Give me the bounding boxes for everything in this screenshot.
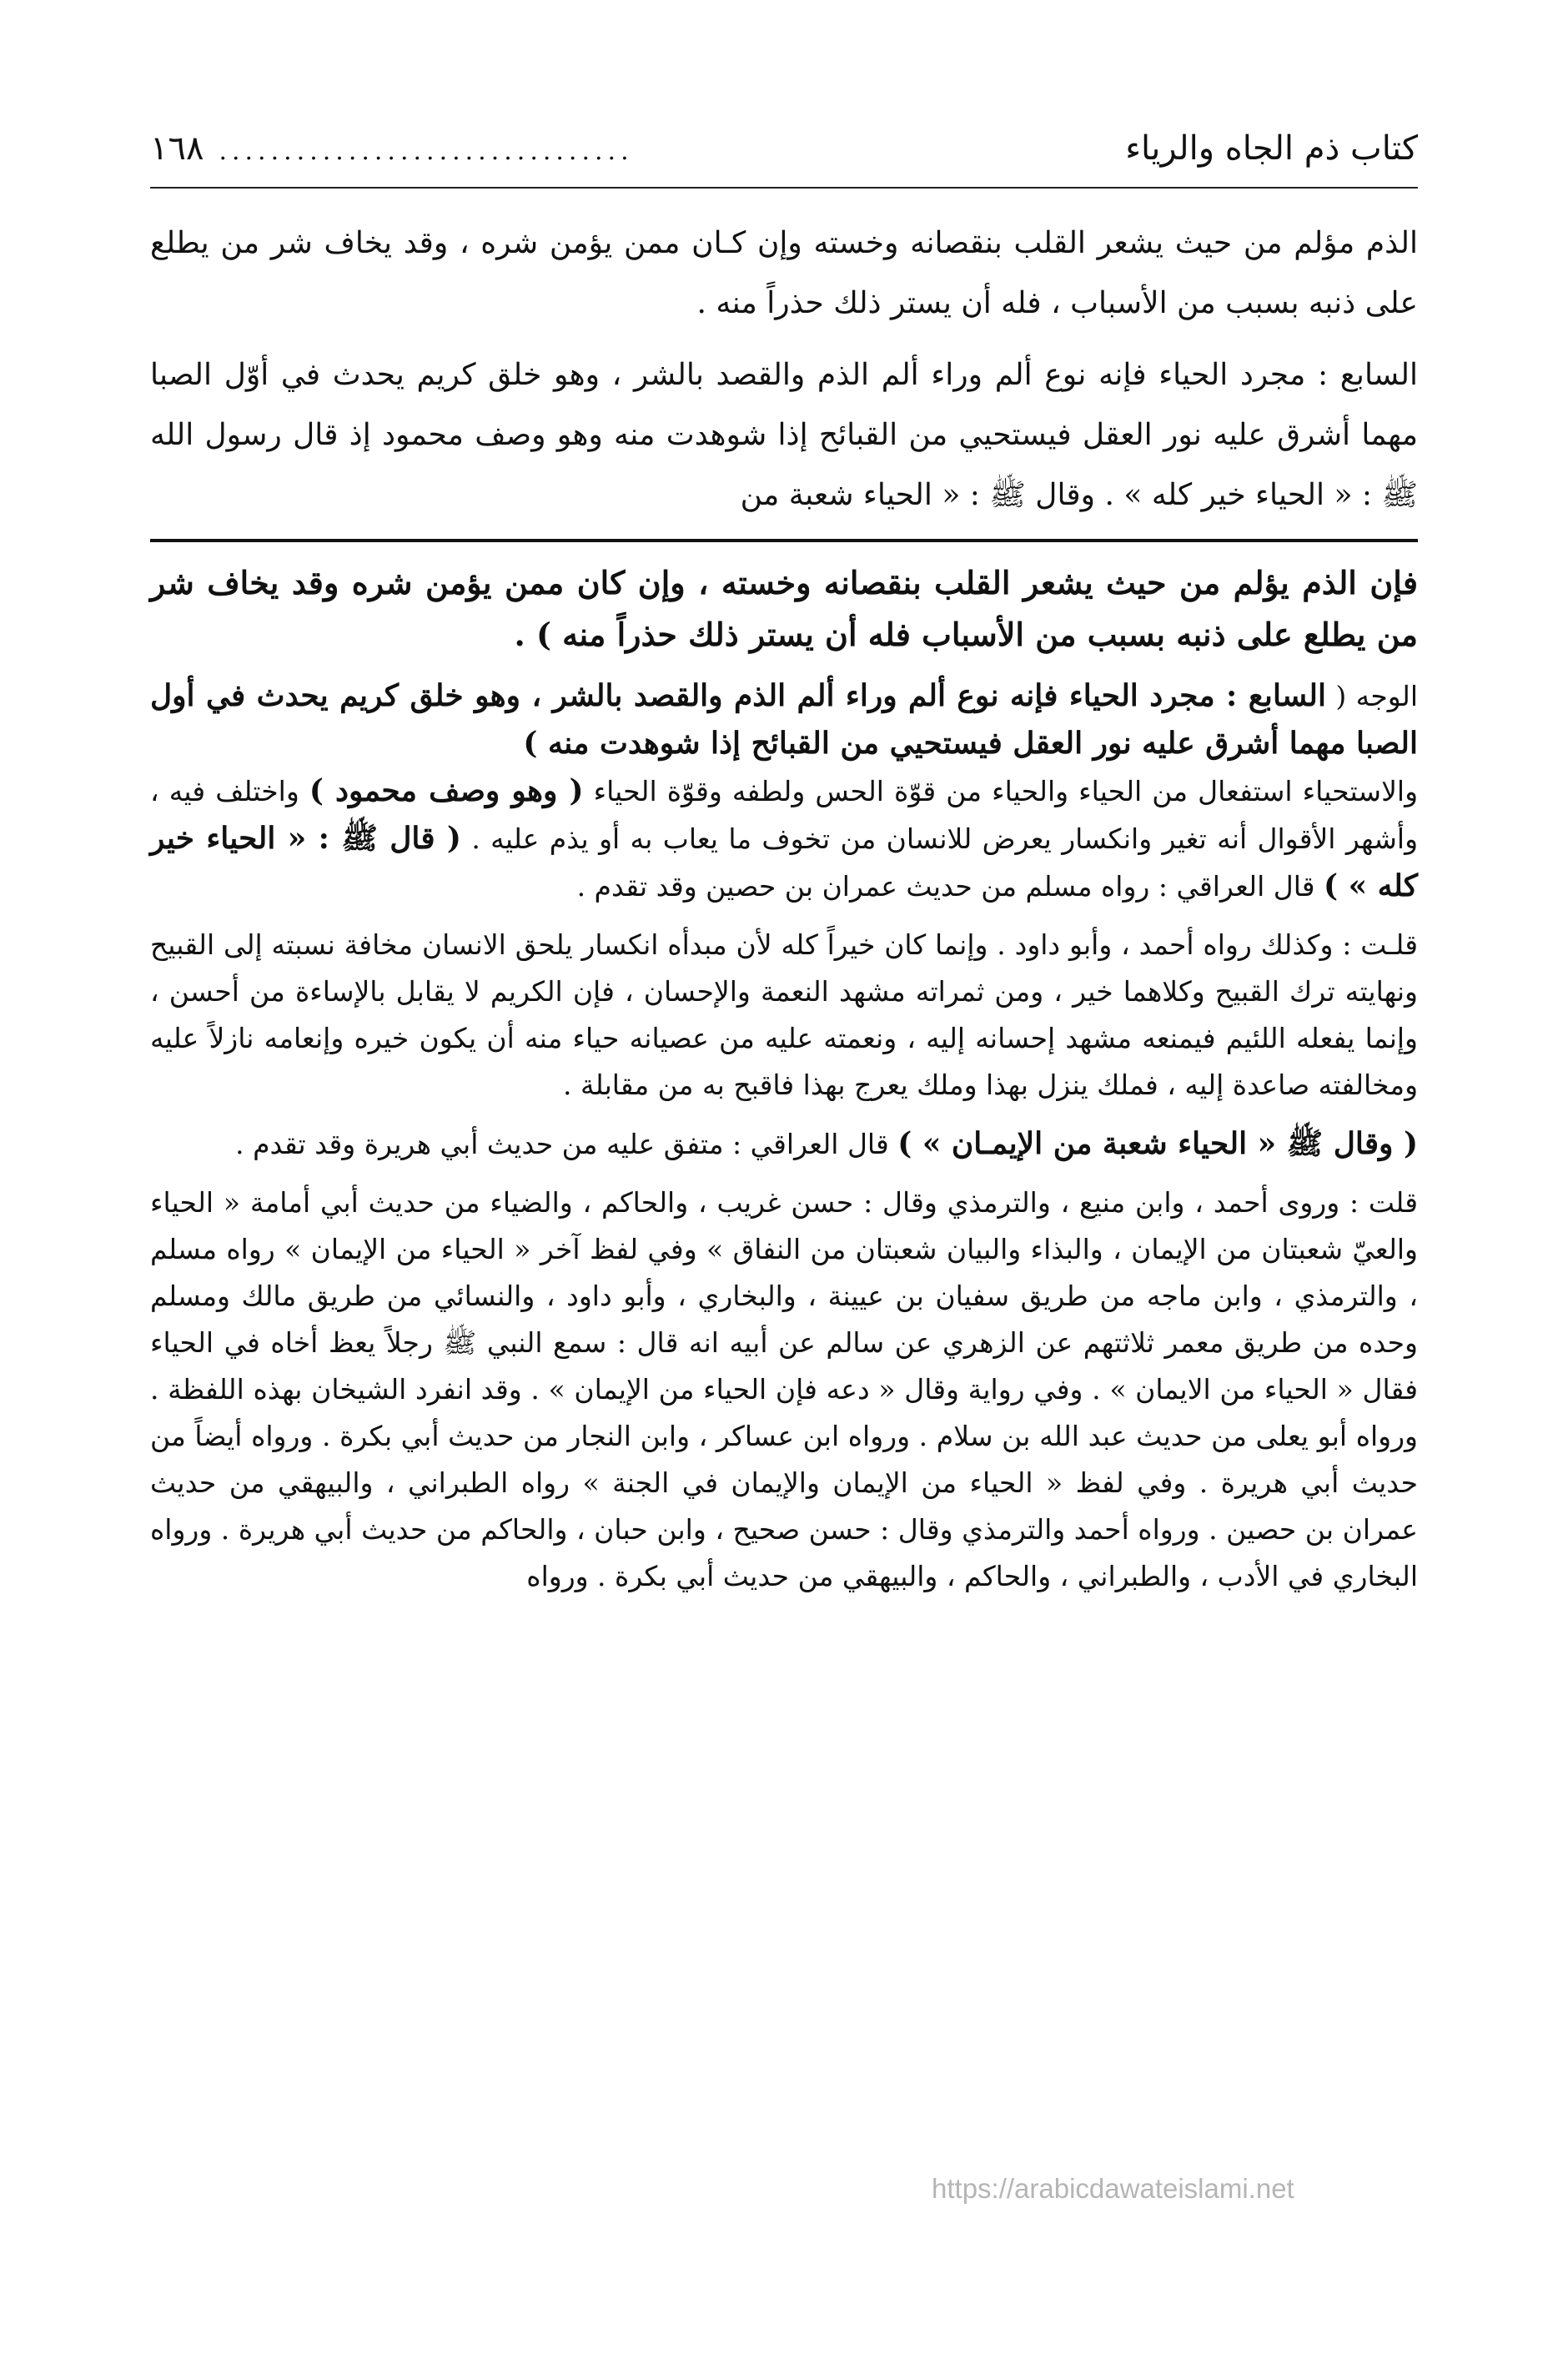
source-watermark: https://arabicdawateislami.net (932, 2173, 1294, 2204)
sharh-paragraph-qultu-1: قلـت : وكذلك رواه أحمد ، وأبو داود . وإنما كان خيراً كله لأن مبدأه انكسار يلحق الانسان مخافة نسبته إلى القبيح ونهايته ترك القبيح وكلاهما خير ، ومن ثمراته مشهد النعمة والإحسان ، فإن الكريم لا يقابل بالإساءة من أحسن ، وإنما يفعله اللئيم فيمنعه مشهد إحسانه إليه ، ونعمته عليه من عصيانه حياء منه أن يكون خيره وإنعامه نازلاً عليه ومخالفته صاعدة إليه ، فملك ينزل بهذا وملك يعرج بهذا فاقبح به من مقابلة . (150, 928, 1418, 1101)
quoted-matn: ( وهو وصف محمود ) (309, 773, 584, 808)
matn-paragraph-2: السابع : مجرد الحياء فإنه نوع ألم وراء ألم الذم والقصد بالشر ، وهو خلق كريم يحدث في أوّل الصبا مهما أشرق عليه نور العقل فيستحيي من القبائح إذا شوهدت منه وهو وصف محمود إذ قال رسول الله ﷺ : « الحياء خير كله » . وقال ﷺ : « الحياء شعبة من (150, 358, 1418, 512)
header-dots: ................................ (219, 137, 634, 166)
quoted-hadith: ( قال ﷺ : « الحياء خير كله » ) (150, 821, 1418, 903)
book-page (150, 125, 1418, 1600)
page-number: ١٦٨ (150, 129, 204, 168)
header-rule (150, 187, 1418, 189)
quoted-hadith: ( وقال ﷺ « الحياء شعبة من الإيمـان » ) (897, 1126, 1418, 1161)
sharh-paragraph-wajh: الوجه ( السابع : مجرد الحياء فإنه نوع ألم وراء ألم الذم والقصد بالشر ، وهو خلق كريم يحدث في أول الصبا مهما أشرق عليه نور العقل فيستحيي من القبائح إذا شوهدت منه ) (150, 678, 1419, 761)
sharh-paragraph-istihya: والاستحياء استفعال من الحياء والحياء من قوّة الحس ولطفه وقوّة الحياء ( وهو وصف محمود ) واختلف فيه ، وأشهر الأقوال أنه تغير وانكسار يعرض للانسان من تخوف ما يعاب به أو يذم عليه . ( قال ﷺ : « الحياء خير كله » ) قال العراقي : رواه مسلم من حديث عمران بن حصين وقد تقدم . (150, 773, 1419, 903)
matn-sharh-divider (150, 539, 1418, 542)
sharh-quoted-matn: فإن الذم يؤلم من حيث يشعر القلب بنقصانه وخسته ، وإن كان ممن يؤمن شره وقد يخاف شر من يطلع على ذنبه بسبب من الأسباب فله أن يستر ذلك حذراً منه ) . (150, 564, 1418, 653)
quoted-matn: السابع : مجرد الحياء فإنه نوع ألم وراء ألم الذم والقصد بالشر ، وهو خلق كريم يحدث في أول الصبا مهما أشرق عليه نور العقل فيستحيي من القبائح إذا شوهدت منه ) (150, 678, 1418, 761)
running-header (150, 125, 1418, 184)
sharh-paragraph-qultu-2: قلت : وروى أحمد ، وابن منيع ، والترمذي وقال : حسن غريب ، والحاكم ، والضياء من حديث أبي أمامة « الحياء والعيّ شعبتان من الإيمان ، والبذاء والبيان شعبتان من النفاق » وفي لفظ آخر « الحياء من الإيمان » رواه مسلم ، والترمذي ، وابن ماجه من طريق سفيان بن عيينة ، والبخاري ، وأبو داود ، والنسائي من طريق مالك ومسلم وحده من طريق معمر ثلاثتهم عن الزهري عن سالم عن أبيه انه قال : سمع النبي ﷺ رجلاً يعظ أخاه في الحياء فقال « الحياء من الايمان » . وفي رواية وقال « دعه فإن الحياء من الإيمان » . وقد انفرد الشيخان بهذه اللفظة . ورواه أبو يعلى من حديث عبد الله بن سلام . ورواه ابن عساكر ، وابن النجار من حديث أبي بكرة . ورواه أيضاً من حديث أبي هريرة . وفي لفظ « الحياء من الإيمان والإيمان في الجنة » رواه الطبراني ، والبيهقي من حديث عمران بن حصين . ورواه أحمد والترمذي وقال : حسن صحيح ، وابن حبان ، والحاكم من حديث أبي هريرة . ورواه البخاري في الأدب ، والطبراني ، والحاكم ، والبيهقي من حديث أبي بكرة . ورواه (150, 1186, 1418, 1592)
matn-paragraph-1: الذم مؤلم من حيث يشعر القلب بنقصانه وخسته وإن كـان ممن يؤمن شره ، وقد يخاف شر من يطلع على ذنبه بسبب من الأسباب ، فله أن يستر ذلك حذراً منه . (150, 226, 1418, 320)
sharh-paragraph-iman: ( وقال ﷺ « الحياء شعبة من الإيمـان » ) قال العراقي : متفق عليه من حديث أبي هريرة وقد تقدم . (235, 1126, 1418, 1161)
book-title: كتاب ذم الجاه والرياء (1125, 129, 1418, 168)
